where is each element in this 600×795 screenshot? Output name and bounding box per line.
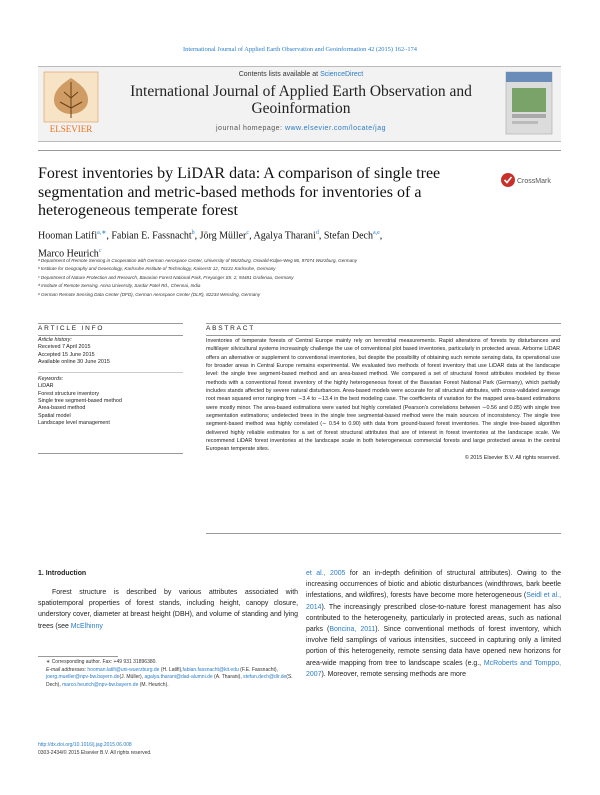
- email-label: E-mail addresses:: [46, 666, 88, 673]
- author-separator: ,: [106, 230, 112, 242]
- copyright: © 2015 Elsevier B.V. All rights reserved.: [464, 454, 560, 461]
- abstract-divider-bottom: [206, 533, 561, 534]
- keyword-item: Forest structure inventory: [38, 390, 100, 397]
- abstract-divider: [206, 335, 561, 336]
- author-name: Fabian E. Fassnacht: [111, 230, 192, 242]
- journal-title: International Journal of Applied Earth Observation and Geoinformation: [130, 83, 472, 117]
- corresponding-author: ∗ Corresponding author. Fax: +49 931 31896380.: [46, 659, 157, 665]
- history-list: [38, 344, 178, 366]
- issn-line: 0303-2434/© 2015 Elsevier B.V. All rights reserved.: [38, 750, 152, 756]
- article-info-divider-bottom: [38, 453, 183, 454]
- email-owner: (F.E. Fassnacht),: [238, 666, 278, 673]
- abstract-heading: ABSTRACT: [206, 325, 256, 332]
- keyword-item: LiDAR: [38, 383, 54, 390]
- abstract-divider-top: [206, 323, 561, 324]
- journal-citation[interactable]: International Journal of Applied Earth Observation and Geoinformation 42 (2015) 162–174: [183, 46, 417, 53]
- ref-mcelhinny-cont[interactable]: et al., 2005: [306, 570, 346, 577]
- keyword-item: Spatial model: [38, 412, 71, 419]
- intro-left-column: Forest structure is described by various attributes associated with spatiotemporal properties of forest stands, including height, canopy closure, understory cover, diameter at breast height (DBH), and volume of standing and lying trees (see McElhinny: [38, 589, 298, 630]
- abstract-body: [206, 337, 560, 462]
- history-item: Accepted 15 June 2015: [38, 351, 95, 358]
- ref-seidl[interactable]: Seidl et al., 2014: [306, 592, 561, 611]
- email-link[interactable]: agalya.tharani@dad-alumni.de: [144, 674, 213, 680]
- email-link[interactable]: marco.heurich@npv-bw.bayern.de: [62, 681, 139, 688]
- paper-title: Forest inventories by LiDAR data: A comparison of single tree segmentation and metric-based methods for inventories of a heterogeneous temperate forest: [38, 165, 441, 219]
- crossmark-label: CrossMark: [517, 178, 551, 185]
- author-affiliation-marker[interactable]: d: [315, 230, 319, 236]
- author-name: Agalya Tharani: [253, 230, 316, 242]
- keyword-item: Single tree segment-based method: [38, 398, 122, 405]
- email-link[interactable]: joerg.mueller@npv-bw.bayern.de: [46, 674, 120, 680]
- email-owner: (M. Heurich).: [138, 681, 169, 688]
- author-separator: ,: [249, 230, 254, 242]
- ref-mcroberts[interactable]: McRoberts and Tomppo, 2007: [306, 659, 561, 678]
- keywords-list: [38, 383, 178, 427]
- journal-cover-thumbnail[interactable]: [500, 70, 558, 136]
- author-separator: ,: [318, 230, 324, 242]
- email-owner: (J. Müller),: [119, 674, 145, 680]
- author-separator: ,: [379, 230, 383, 242]
- author-name: Marco Heurich: [38, 248, 99, 260]
- author-affiliation-marker[interactable]: a,∗: [97, 230, 107, 236]
- doi-block: [38, 741, 298, 757]
- keywords-label: Keywords:: [38, 376, 64, 383]
- affiliation-item: ᵈ Institute of Remote Sensing, Anna University, Sardar Patel Rd., Chennai, India: [38, 283, 201, 289]
- email-link[interactable]: hooman.latifi@uni-wuerzburg.de: [87, 666, 160, 673]
- email-owner: (H. Latifi),: [159, 666, 183, 673]
- author-name: Hooman Latifi: [38, 230, 98, 242]
- footnote-divider: [38, 656, 118, 657]
- affiliations: [38, 257, 561, 299]
- author-line-1: [38, 226, 518, 244]
- crossmark-badge[interactable]: [500, 172, 560, 188]
- keyword-item: Landscape level management: [38, 419, 110, 426]
- history-item: Received 7 April 2015: [38, 344, 91, 351]
- author-name: Stefan Dech: [323, 230, 373, 242]
- elsevier-logo[interactable]: [40, 70, 102, 136]
- keyword-item: Area-based method: [38, 405, 86, 412]
- author-affiliation-marker[interactable]: a,e: [372, 230, 380, 236]
- history-item: Available online 30 June 2015: [38, 358, 110, 365]
- article-info: [38, 337, 178, 427]
- email-addresses: [38, 667, 298, 690]
- affiliation-item: ᵇ Institute for Geography and Geoecology, Karlsruhe Institute of Technology, Kaiserstr 12, 76131 Karlsruhe, Germany: [38, 266, 276, 272]
- author-affiliation-marker[interactable]: c: [98, 247, 102, 254]
- abstract-text: Inventories of temperate forests of Central Europe mainly rely on terrestrial measurements. Rapid alterations of forests by disturbances and multilayer silvicultural systems increasingly challenge the use of conventional plot based inventories, particularly in protected areas. Airborne LiDAR offers an alternative or supplement to conventional inventories, but despite the possibility of obtaining such remote sensing data, its operational use for broader areas in Central Europe remains experimental. We evaluated two methods of forest inventory that use LiDAR data at the landscape level: the single tree segment-based method and an area-based method. We compared a set of structural forest attributes modeled by these methods with a conventional forest inventory of the highly heterogeneous forest of the Bavarian Forest National Park (Germany), which partially includes stands affected by severe natural disturbances. Area-based models were accurate for all structural attributes, with cross-validated average root mean squared error ranging from ∼3.4 to ∼13.4 in the best modeling case. The coefficients of variation for the mapped area-based estimations were mostly minor. The area-based estimations were varied but highly correlated (Pearson's correlations between ∼0.56 and 0.85) with single tree segmentation estimations; undetected trees in the single tree segmentat-based method were the main sources of inconsistency. The single tree segment-based method was highly correlated (∼ 0.54 to 0.90) with data from ground-based forest inventories. The single tree-based algorithm delivered highly reliable estimates for a set of forest structural attributes that are of interest in forest inventories at the landscape scale. We recommend LiDAR forest inventories at the landscape scale in both heterogeneous commercial forests and large protected areas in the central European temperate sites.: [206, 338, 560, 453]
- ref-boncina[interactable]: Boncina, 2011: [329, 626, 376, 634]
- affiliation-item: ᵉ German Remote Sensing Data Center (DFD), German Aerospace Center (DLR), 82234 Wessling, Germany: [38, 291, 261, 297]
- author-affiliation-marker[interactable]: c: [246, 230, 250, 236]
- journal-homepage: journal homepage: www.elsevier.com/locate/jag: [216, 125, 386, 132]
- history-label: Article history:: [38, 337, 72, 343]
- contents-available: Contents lists available at ScienceDirect: [238, 71, 364, 78]
- affiliation-item: ᶜ Department of Nature Protection and Research, Bavarian Forest National Park, Freyunger Str. 2, 94481 Grafenau, Germany: [38, 274, 294, 280]
- email-link[interactable]: stefan.dech@dlr.de: [243, 674, 287, 680]
- email-owner: (S. Dech),: [46, 674, 293, 688]
- elsevier-wordmark: ELSEVIER: [49, 124, 93, 134]
- section-heading-introduction: 1. Introduction: [38, 570, 87, 577]
- header-divider: [38, 150, 561, 151]
- author-name: Jörg Müller: [199, 230, 247, 242]
- article-info-divider-top: [38, 323, 183, 324]
- journal-homepage-link[interactable]: www.elsevier.com/locate/jag: [284, 125, 386, 132]
- doi-link[interactable]: http://dx.doi.org/10.1016/j.jag.2015.06.008: [38, 742, 132, 748]
- intro-right-column: et al., 2005 for an in-depth definition of structural attributes). Owing to the increasing occurrences of biotic and abiotic disturbances (windthrows, bark beetle infestations, and wildfires), forests have become more heterogeneous (Seidl et al., 2014). The increasingly prescribed close-to-nature forest management has also contributed to the heterogeneity, particularly in protected areas, such as national parks (Boncina, 2011). Since conventional methods of forest inventory, which involve field samplings of various intensities, succeed in capturing only a limited portion of this heterogeneity, remote sensing data have opened new horizons for area-wide mapping from tree to landscape scales (e.g., McRoberts and Tomppo, 2007). Moreover, remote sensing methods are more: [306, 570, 562, 678]
- sciencedirect-link[interactable]: ScienceDirect: [320, 71, 364, 78]
- email-owner: (A. Tharani),: [212, 674, 244, 680]
- article-info-divider: [38, 335, 183, 336]
- author-separator: ,: [194, 230, 200, 242]
- footnotes: [38, 659, 298, 689]
- author-affiliation-marker[interactable]: b: [191, 230, 195, 236]
- ref-mcelhinny[interactable]: McElhinny: [70, 622, 103, 630]
- affiliation-item: ᵃ Department of Remote Sensing in Cooperation with German Aerospace Center, University of Würzburg, Oswald-Külpe-Weg 86, 97074 Würzburg, Germany: [38, 258, 358, 263]
- article-info-heading: ARTICLE INFO: [38, 325, 105, 332]
- email-link[interactable]: fabian.fassnacht@kit.edu: [182, 666, 239, 673]
